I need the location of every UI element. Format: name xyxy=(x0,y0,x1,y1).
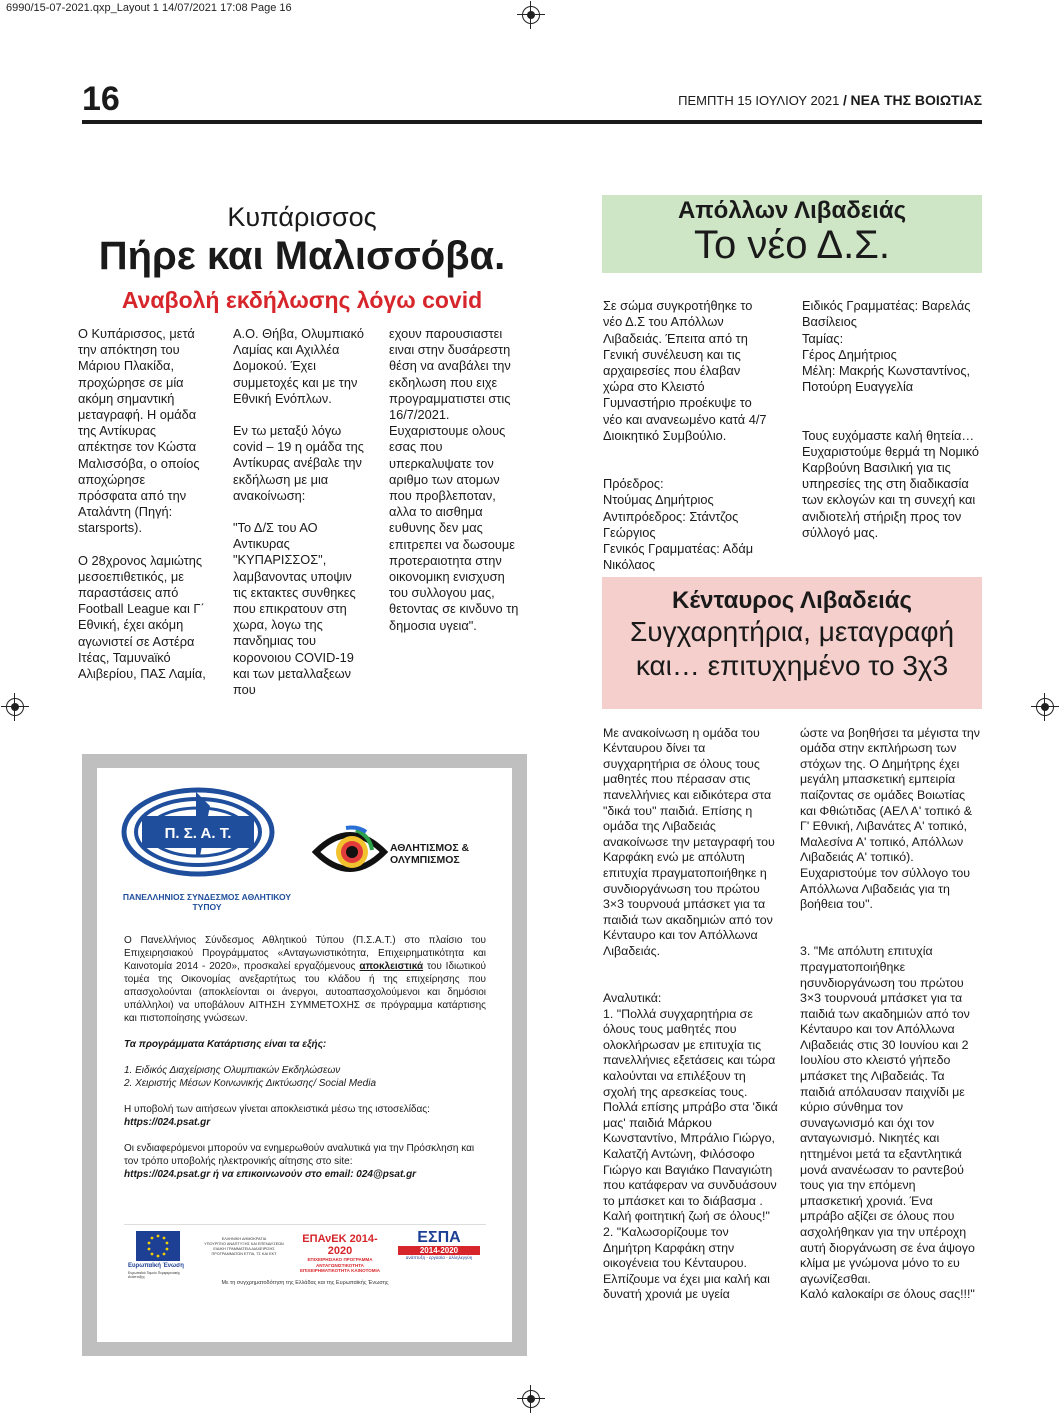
kyparissos-column-1 xyxy=(78,326,206,698)
eye-logo-line-2: ΟΛΥΜΠΙΣΜΟΣ xyxy=(390,854,460,866)
eye-logo-text xyxy=(390,842,469,866)
apollon-column-1 xyxy=(603,282,773,606)
kyparissos-column-2 xyxy=(233,326,369,714)
ad-submit-url[interactable]: https://024.psat.gr xyxy=(124,1117,211,1128)
apollon-title: Το νέο Δ.Σ. xyxy=(693,223,891,267)
psat-ad-body xyxy=(124,934,486,1194)
paragraph: "Το Δ/Σ του ΑΟ Αντικυρας "ΚΥΠΑΡΙΣΣΟΣ", λαμβανοντας υποψιν τις εκτακτες συνθηκες που επικρατουν στη χωρα, λογω της πανδημιας του κορονοιου COVID-19 και των μεταλλαξεων που xyxy=(233,520,356,698)
ad-info-contact[interactable]: https://024.psat.gr ή να επικοινωνούν στο email: 024@psat.gr xyxy=(124,1169,417,1180)
kyparissos-subtitle: Αναβολή εκδήλωσης λόγω covid xyxy=(121,287,483,313)
ad-info-text: Οι ενδιαφερόμενοι μπορούν να ενημερωθούν αναλυτικά για την Πρόσκληση και τον τρόπο υποβολής ηλεκτρονικής αίτησης στο site: xyxy=(124,1143,475,1167)
eu-sub: Ευρωπαϊκό Ταμείο Περιφερειακής Ανάπτυξης xyxy=(128,1271,181,1279)
ad-intro-highlight: αποκλειστικά xyxy=(359,961,424,972)
registration-mark-bottom xyxy=(522,1390,540,1408)
header-paper-name: ΝΕΑ ΤΗΣ ΒΟΙΩΤΙΑΣ xyxy=(850,92,982,108)
paragraph: Τους ευχόμαστε καλή θητεία… Ευχαριστούμε θερμά τη Νομικό Καρβούνη Βασιλική για τις υπηρεσίες της στη διαδικασία των εκλογών και τη συνεχή και ανιδιοτελή στήριξη προς τον σύλλογό μας. xyxy=(802,427,980,540)
kyparissos-column-3 xyxy=(389,326,525,650)
ad-program-2: 2. Χειριστής Μέσων Κοινωνικής Δικτύωσης/ Social Media xyxy=(124,1078,377,1089)
eye-logo-icon xyxy=(312,820,388,884)
paragraph: Με ανακοίνωση η ομάδα του Κένταυρου δίνει τα συγχαρητήρια σε όλους τους μαθητές που πέρασαν στις πανελλήνιες και ειδικότερα στα "δικά του" παιδιά. Επίσης η ομάδα της Λιβαδειάς ανακοίνωσε την μεταγραφή του Καρφάκη ενώ με απόλυτη επιτυχία πραγματοποιήθηκε η συνδιοργάνωση του πρώτου 3×3 τουρνουά μπάσκετ για τα παιδιά των ακαδημιών από τον Κένταυρο και τον Απόλλωνα Λιβαδειάς. xyxy=(603,725,775,958)
paragraph: 3. "Με απόλυτη επιτυχία πραγματοποιήθηκε ησυνδιοργάνωση του πρώτου 3×3 τουρνουά μπάσκετ για τα παιδιά των ακαδημιών από τον Κένταυρο και τον Απόλλωνα Λιβαδειάς στις 30 Ιουνίου και 2 Ιουλίου στο κλειστό γήπεδο μπάσκετ της Λιβαδειάς. Τα παιδιά απόλαυσαν παιχνίδι με κύριο σύνθημα τον συναγωνισμό και όχι τον ανταγωνισμό. Νικητές και ηττημένοι μετά τα εξαντλητικά μονά ανανέωσαν το ραντεβού τους για την επόμενη μπασκετική χρονιά. Ένα μπράβο αξίζει σε όλους που ασχολήθηκαν για την υπέροχη αυτή διοργάνωση σε ένα άψογο κλίμα με γνώμονα μόνο το ευ αγωνίζεσθαι. Καλό καλοκαίρι σε όλους σας!!!" xyxy=(800,944,975,1302)
epanek-label: ΕΠΑνΕΚ 2014-2020 xyxy=(302,1233,378,1257)
paragraph: εχουν παρουσιαστει ειναι στην δυσάρεστη θέση να αναβάλει την εκδηλωση που ειχε προγραμματιστει στις 16/7/2021. Ευχαριστουμε ολους εσας που υπερκαλυψατε τον αριθμο των ατομων που προβλεποταν, αλλα το αισθημα ευθυνης δεν μας επιτρεπει να δωσουμε προτεραιοτητα στην οικονομικη ενισχυση του συλλογου μας, θετοντας σε κινδυνο τη δημοσια υγεια". xyxy=(389,326,519,633)
apollon-headline-box xyxy=(602,195,982,273)
kentavros-kicker: Κένταυρος Λιβαδειάς xyxy=(672,587,912,614)
paragraph: Ο 28χρονος λαμιώτης μεσοεπιθετικός, με παραστάσεις από Football League και Γ΄ Εθνική, έχει ακόμη αγωνιστεί σε Αστέρα Ιτέας, Ταμυνaϊκό Αλιβερίου, ΠΑΣ Λαμία, xyxy=(78,552,206,682)
espa-years: 2014-2020 xyxy=(398,1246,480,1255)
paragraph: Ειδικός Γραμματέας: Βαρελάς Βασίλειος Ταμίας: Γέρος Δημήτριος Μέλη: Μακρής Κωνσταντίνος, Ποτούρη Ευαγγελία xyxy=(802,298,971,395)
ad-programs-heading: Τα προγράμματα Κατάρτισης είναι τα εξής: xyxy=(124,1039,327,1050)
apollon-kicker: Απόλλων Λιβαδειάς xyxy=(677,197,907,224)
registration-mark-top xyxy=(522,6,540,24)
ministry-label: ΕΛΛΗΝΙΚΗ ΔΗΜΟΚΡΑΤΙΑ ΥΠΟΥΡΓΕΙΟ ΑΝΑΠΤΥΞΗΣ ΚΑΙ ΕΠΕΝΔΥΣΕΩΝ ΕΙΔΙΚΗ ΓΡΑΜΜΑΤΕΙΑ ΔΙΑΧΕΙΡΙΣΗΣ ΠΡΟΓΡΑΜΜΑΤΩΝ ΕΤΠΑ, ΤΣ ΚΑΙ ΕΚΤ xyxy=(204,1237,284,1256)
epanek-logo xyxy=(292,1233,388,1274)
cofunding-note: Με τη συγχρηματοδότηση της Ελλάδας και της Ευρωπαϊκής Ένωσης xyxy=(221,1280,389,1286)
header-date: ΠΕΜΠΤΗ 15 ΙΟΥΛΙΟΥ 2021 xyxy=(678,93,840,108)
paragraph: Αναλυτικά: 1. "Πολλά συγχαρητήρια σε όλους τους μαθητές που ολοκλήρωσαν με επιτυχία τις πανελλήνιες εξετάσεις και τώρα καλούνται να επιλέξουν τη σχολή της αρεσκείας τους. Πολλά επίσης μπράβο στα 'δικά μας' παιδιά Μάρκου Κωνσταντίνο, Μπράλιο Γιώργο, Καλατζή Αντώνη, Φιλόσοφο Γιώργο και Βαγιάκο Παναγιώτη που κατάφεραν να συνδυάσουν το μπάσκετ και το διάβασμα . Καλή φοιτητική ζωή σε όλους!" 2. "Καλωσορίζουμε τον Δημήτρη Καρφάκη στην οικογένεια του Κένταυρου. Ελπίζουμε να έχει μια καλή και δυνατή χρονιά με υγεία xyxy=(603,991,778,1302)
espa-slogan: ανάπτυξη - εργασία - αλληλεγγύη xyxy=(405,1255,473,1260)
header-separator: / xyxy=(843,92,847,108)
print-slug: 6990/15-07-2021.qxp_Layout 1 14/07/2021 17:08 Page 16 xyxy=(6,2,292,14)
kentavros-headline-box xyxy=(602,577,982,709)
espa-logo xyxy=(398,1229,480,1260)
espa-label: ΕΣΠΑ xyxy=(417,1229,461,1246)
ad-program-1: 1. Ειδικός Διαχείρισης Ολυμπιακών Εκδηλώσεων xyxy=(124,1065,341,1076)
paragraph: Εν τω μεταξύ λόγω covid – 19 η ομάδα της Αντίκυρας ανέβαλε την εκδήλωση με μια ανακοίνωση: xyxy=(233,423,364,503)
header-rule xyxy=(82,120,982,124)
paragraph: Πρόεδρος: Ντούμας Δημήτριος Αντιπρόεδρος: Στάντζος Γεώργιος Γενικός Γραμματέας: Αδάμ Νικόλαος xyxy=(603,476,754,573)
ad-intro-before: Ο Πανελλήνιος Σύνδεσμος Αθλητικού Τύπου (Π.Σ.Α.Τ.) στο πλαίσιο του Επιχειρησιακού Προγράμματος «Ανταγωνιστικότητα, Επιχειρηματικότητα και Καινοτομία 2014 - 2020», προσκαλεί εργαζόμενους xyxy=(124,935,486,972)
ad-intro-after: του Ιδιωτικού τομέα της Οικονομίας ανεξαρτήτως του κλάδου ή της επιχείρησης που απασχολούνται (αποκλείονται οι άνεργοι, αυτοαπασχολούμενοι και δημόσιοι υπάλληλοι) να υποβάλουν ΑΙΤΗΣΗ ΣΥΜΜΕΤΟΧΗΣ σε πρόγραμμα κατάρτισης και πιστοποίησης γνώσεων. xyxy=(124,961,486,1024)
psat-caption: ΠΑΝΕΛΛΗΝΙΟΣ ΣΥΝΔΕΣΜΟΣ ΑΘΛΗΤΙΚΟΥ ΤΥΠΟΥ xyxy=(122,892,292,912)
psat-logo-icon xyxy=(118,786,294,894)
paragraph: Α.Ο. Θήβα, Ολυμπιακό Λαμίας και Αχιλλέα Δομοκού. Έχει συμμετοχές και με την Εθνική Ενόπλων. xyxy=(233,326,364,406)
kentavros-title-line-1: Συγχαρητήρια, μεταγραφή xyxy=(629,616,955,647)
eye-logo-line-1: ΑΘΛΗΤΙΣΜΟΣ & xyxy=(390,842,470,854)
page-number: 16 xyxy=(82,80,120,118)
ad-submit-text: Η υποβολή των αιτήσεων γίνεται αποκλειστικά μέσω της ιστοσελίδας: xyxy=(124,1104,430,1115)
eu-label: Ευρωπαϊκή Ένωση xyxy=(128,1263,184,1269)
apollon-column-2 xyxy=(802,282,982,573)
registration-mark-left xyxy=(6,698,24,716)
kyparissos-title: Πήρε και Μαλισσόβα. xyxy=(98,234,506,278)
paragraph: Ο Κυπάρισσος, μετά την απόκτηση του Μάριου Πλακίδα, προχώρησε σε μία ακόμη σημαντική μεταγραφή. Η ομάδα της Αντίκυρας απέκτησε τον Κώστα Μαλισσόβα, ο οποίος αποχώρησε πρόσφατα από την Αταλάντη (Πηγή: starsports). xyxy=(78,326,200,536)
psat-logo-text: Π. Σ. Α. Τ. xyxy=(164,825,232,842)
page-header xyxy=(678,92,982,108)
registration-mark-right xyxy=(1036,698,1054,716)
ad-intro xyxy=(124,934,486,1025)
kentavros-title-line-2: και… επιτυχημένο το 3χ3 xyxy=(635,650,949,681)
kentavros-column-1 xyxy=(603,710,778,1335)
eu-funding-strip xyxy=(124,1224,486,1289)
kyparissos-kicker: Κυπάρισσος xyxy=(227,202,377,232)
paragraph: Σε σώμα συγκροτήθηκε το νέο Δ.Σ του Απόλλων Λιβαδειάς. Έπειτα από τη Γενική συνέλευση και τις αρχαιρεσίες που έλαβαν χώρα στο Κλειστό Γυμναστήριο προέκυψε το νέο και ανανεωμένο κατά 4/7 Διοικητικό Συμβούλιο. xyxy=(603,298,767,443)
epanek-sub: ΕΠΙΧΕΙΡΗΣΙΑΚΟ ΠΡΟΓΡΑΜΜΑ ΑΝΤΑΓΩΝΙΣΤΙΚΟΤΗΤΑ ΕΠΙΧΕΙΡΗΜΑΤΙΚΟΤΗΤΑ ΚΑΙΝΟΤΟΜΙΑ xyxy=(299,1257,380,1273)
paragraph: ώστε να βοηθήσει τα μέγιστα την ομάδα στην εκπλήρωση των στόχων της. Ο Δημήτρης έχει μεγάλη μπασκετική εμπειρία παίζοντας σε ομάδες Βοιωτίας και Φθιώτιδας (ΑΕΛ Α' τοπικό & Γ' Εθνική, Λιβανάτες Α' τοπικό, Μαλεσίνα Α' τοπικό, Απόλλων Λιβαδειάς Α' τοπικό). Ευχαριστούμε τον σύλλογο του Απόλλωνα Λιβαδειάς για τη βοήθεια του". xyxy=(800,725,980,912)
eu-flag-icon xyxy=(136,1231,180,1261)
kentavros-column-2 xyxy=(800,710,980,1335)
